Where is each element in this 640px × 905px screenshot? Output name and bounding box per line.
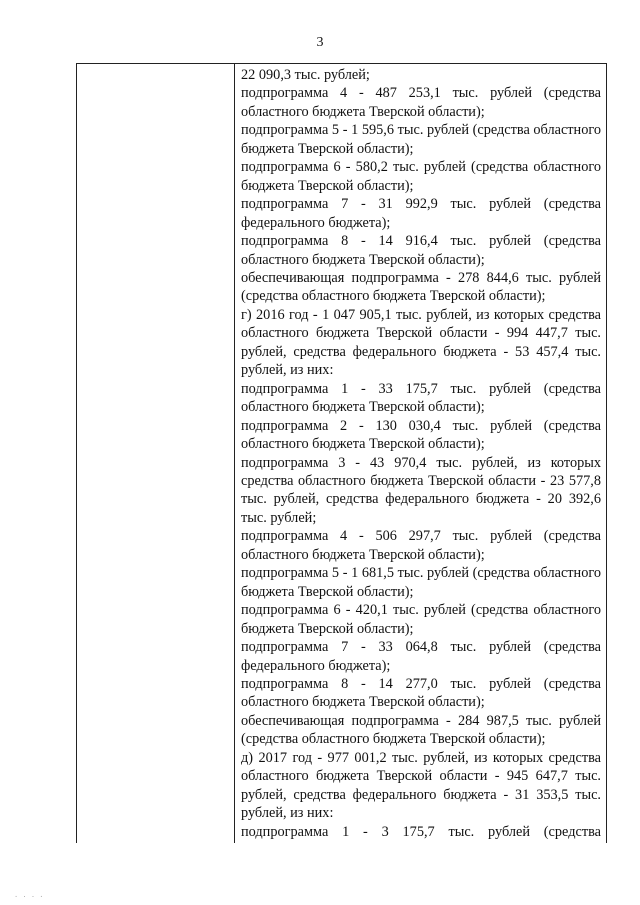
funding-line: обеспечивающая подпрограмма - 284 987,5 тыс. рублей (средства областного бюджета Тверской области);	[241, 712, 601, 748]
funding-line: г) 2016 год - 1 047 905,1 тыс. рублей, из которых средства областного бюджета Тверской области - 994 447,7 тыс. рублей, средства федерального бюджета - 53 457,4 тыс. рублей, из них:	[241, 306, 601, 379]
funding-line: обеспечивающая подпрограмма - 278 844,6 тыс. рублей (средства областного бюджета Тверской области);	[241, 269, 601, 305]
funding-line: подпрограмма 6 - 580,2 тыс. рублей (средства областного бюджета Тверской области);	[241, 159, 601, 194]
funding-line: подпрограмма 4 - 487 253,1 тыс. рублей (средства областного бюджета Тверской области);	[241, 85, 601, 120]
funding-line: подпрограмма 2 - 130 030,4 тыс. рублей (средства областного бюджета Тверской области);	[241, 417, 601, 453]
funding-line: подпрограмма 3 - 43 970,4 тыс. рублей, из которых средства областного бюджета Тверской области - 23 577,8 тыс. рублей, средства федерального бюджета - 20 392,6 тыс. рублей;	[241, 454, 601, 526]
funding-line: подпрограмма 1 - 33 175,7 тыс. рублей (средства областного бюджета Тверской области);	[241, 380, 601, 416]
funding-line: подпрограмма 8 - 14 916,4 тыс. рублей (средства областного бюджета Тверской области);	[241, 233, 601, 268]
funding-line: подпрограмма 5 - 1 595,6 тыс. рублей (средства областного бюджета Тверской области);	[241, 122, 601, 157]
column-divider	[234, 64, 235, 843]
funding-line: 22 090,3 тыс. рублей;	[241, 67, 370, 83]
page-number: 3	[316, 35, 324, 50]
funding-line: подпрограмма 6 - 420,1 тыс. рублей (средства областного бюджета Тверской области);	[241, 602, 601, 637]
funding-text-cell	[241, 66, 601, 841]
program-funding-table	[76, 63, 607, 843]
funding-line: подпрограмма 1 - 3 175,7 тыс. рублей (средства	[241, 823, 601, 840]
funding-line: подпрограмма 7 - 31 992,9 тыс. рублей (средства федерального бюджета);	[241, 196, 601, 231]
funding-line: подпрограмма 4 - 506 297,7 тыс. рублей (средства областного бюджета Тверской области);	[241, 528, 601, 563]
scan-artifact: . . . .	[14, 891, 44, 899]
funding-line: д) 2017 год - 977 001,2 тыс. рублей, из которых средства областного бюджета Тверской области - 945 647,7 тыс. рублей, средства федерального бюджета - 31 353,5 тыс. рублей, из них:	[241, 749, 601, 822]
funding-line: подпрограмма 5 - 1 681,5 тыс. рублей (средства областного бюджета Тверской области);	[241, 565, 601, 600]
funding-line: подпрограмма 7 - 33 064,8 тыс. рублей (средства федерального бюджета);	[241, 639, 601, 674]
funding-line: подпрограмма 8 - 14 277,0 тыс. рублей (средства областного бюджета Тверской области);	[241, 675, 601, 711]
